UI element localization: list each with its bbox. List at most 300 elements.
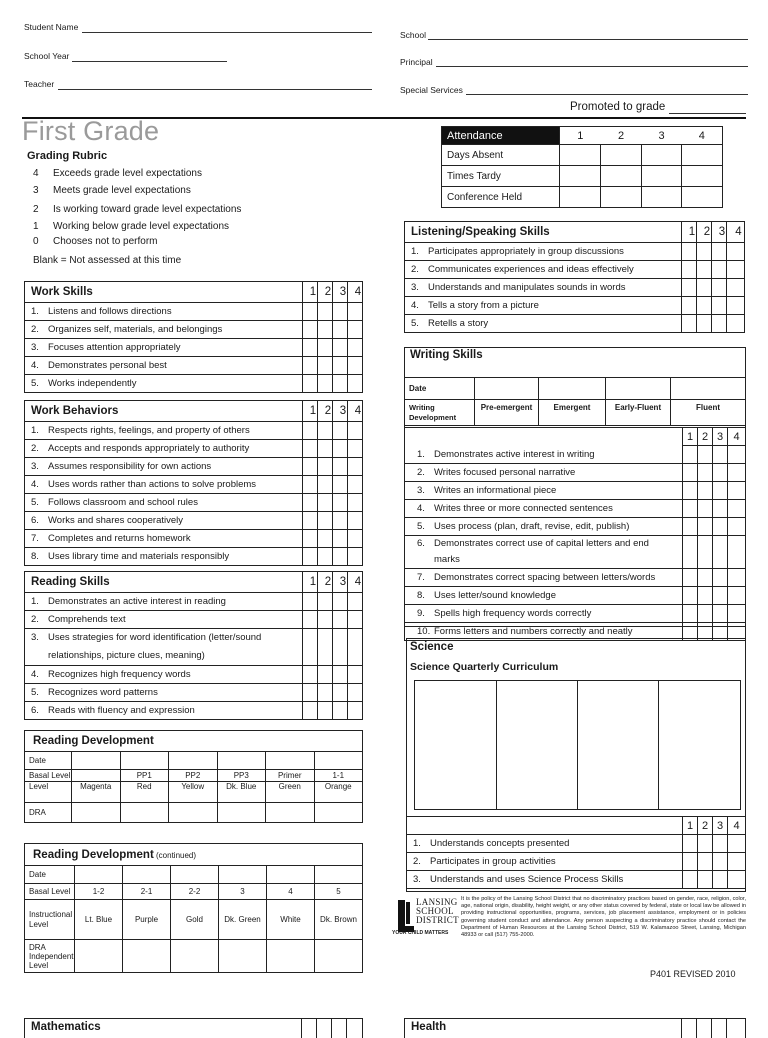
grade-cell[interactable] xyxy=(303,476,318,494)
level-cell: White xyxy=(267,900,315,940)
grade-cell[interactable] xyxy=(348,530,363,548)
grade-cell[interactable] xyxy=(318,440,333,458)
grade-cell[interactable] xyxy=(712,261,727,279)
grade-cell[interactable] xyxy=(713,569,728,587)
table-row: 6. Reads with fluency and expression xyxy=(25,702,363,720)
grade-cell[interactable] xyxy=(698,536,713,569)
district-logo-icon xyxy=(394,898,416,934)
dra-cell[interactable] xyxy=(219,940,267,973)
date-cell[interactable] xyxy=(75,866,123,884)
student-name-label: Student Name xyxy=(24,22,79,32)
date-cell[interactable] xyxy=(315,866,363,884)
grade-cell[interactable] xyxy=(713,464,728,482)
grade-cell[interactable] xyxy=(713,605,728,623)
grade-cell[interactable] xyxy=(698,835,713,853)
grade-cell[interactable] xyxy=(318,494,333,512)
table-row: 6. Works and shares cooperatively xyxy=(25,512,363,530)
grade-cell[interactable] xyxy=(682,243,697,261)
attendance-cell[interactable] xyxy=(560,187,601,208)
grade-cell[interactable] xyxy=(318,548,333,566)
writing-skills-title: Writing Skills xyxy=(410,349,483,361)
grade-cell[interactable] xyxy=(333,684,348,702)
dra-cell[interactable] xyxy=(120,803,169,823)
col-header: 4 xyxy=(728,817,746,835)
level-cell: Purple xyxy=(123,900,171,940)
grade-cell[interactable] xyxy=(303,702,318,720)
grade-cell[interactable] xyxy=(333,494,348,512)
rubric-blank-note: Blank = Not assessed at this time xyxy=(33,255,182,266)
grade-cell[interactable] xyxy=(683,536,698,569)
school-year-field[interactable] xyxy=(72,61,227,62)
grade-cell[interactable] xyxy=(303,666,318,684)
table-row: 3. Focuses attention appropriately xyxy=(25,339,363,357)
grade-cell[interactable] xyxy=(727,243,745,261)
grade-cell[interactable] xyxy=(348,339,363,357)
curriculum-grid xyxy=(414,680,741,810)
grade-cell[interactable] xyxy=(683,605,698,623)
dra-cell[interactable] xyxy=(169,803,218,823)
grade-cell[interactable] xyxy=(318,339,333,357)
col-header: 3 xyxy=(713,428,728,446)
attendance-cell[interactable] xyxy=(601,187,642,208)
table-row: 1. Demonstrates an active interest in reading xyxy=(25,593,363,611)
grade-cell[interactable] xyxy=(348,629,363,666)
attendance-row-label: Conference Held xyxy=(442,187,560,208)
grade-cell[interactable] xyxy=(682,261,697,279)
grade-cell[interactable] xyxy=(333,702,348,720)
grade-cell[interactable] xyxy=(713,446,728,464)
dra-cell[interactable] xyxy=(217,803,266,823)
table-row: 3. Understands and manipulates sounds in words xyxy=(405,279,745,297)
attendance-table xyxy=(441,126,723,208)
basal-cell: PP2 xyxy=(169,770,218,782)
mathematics-title: Mathematics xyxy=(31,1021,101,1033)
reading-development-title: Reading Development xyxy=(25,731,363,752)
grade-cell[interactable] xyxy=(713,536,728,569)
grade-cell[interactable] xyxy=(698,446,713,464)
grade-cell[interactable] xyxy=(712,297,727,315)
attendance-cell[interactable] xyxy=(560,145,601,166)
grade-cell[interactable] xyxy=(697,279,712,297)
grade-cell[interactable] xyxy=(683,446,698,464)
grade-cell[interactable] xyxy=(348,357,363,375)
grade-cell[interactable] xyxy=(348,440,363,458)
grade-cell[interactable] xyxy=(728,871,746,889)
level-cell: Dk. Green xyxy=(219,900,267,940)
grade-cell[interactable] xyxy=(348,593,363,611)
grade-cell[interactable] xyxy=(318,422,333,440)
dra-cell[interactable] xyxy=(75,940,123,973)
level-cell: Red xyxy=(120,782,169,803)
grade-cell[interactable] xyxy=(348,702,363,720)
grade-cell[interactable] xyxy=(727,297,745,315)
col-header: 2 xyxy=(698,428,713,446)
col-header: 1 xyxy=(303,282,318,303)
stage-cell: Fluent xyxy=(671,400,746,426)
grade-cell[interactable] xyxy=(303,357,318,375)
grade-cell[interactable] xyxy=(728,587,746,605)
grade-cell[interactable] xyxy=(683,464,698,482)
grade-cell[interactable] xyxy=(333,422,348,440)
rubric-title: Grading Rubric xyxy=(27,150,108,162)
table-row: 1. Listens and follows directions xyxy=(25,303,363,321)
col-header: 2 xyxy=(318,282,333,303)
promoted-to-grade-label: Promoted to grade xyxy=(570,101,666,113)
rubric-item: 4 Exceeds grade level expectations xyxy=(33,168,202,179)
grade-cell[interactable] xyxy=(348,321,363,339)
grade-cell[interactable] xyxy=(683,569,698,587)
grade-cell[interactable] xyxy=(303,422,318,440)
table-row: 10. Forms letters and numbers correctly and neatly xyxy=(405,623,746,641)
grade-cell[interactable] xyxy=(318,629,333,666)
grade-cell[interactable] xyxy=(318,321,333,339)
stage-cell: Emergent xyxy=(539,400,606,426)
grade-cell[interactable] xyxy=(318,611,333,629)
grade-cell[interactable] xyxy=(333,629,348,666)
teacher-field[interactable] xyxy=(58,89,372,90)
grade-cell[interactable] xyxy=(697,297,712,315)
table-row: 3. Understands and uses Science Process Skills xyxy=(407,871,746,889)
school-field[interactable] xyxy=(428,39,748,40)
table-row: 1. Understands concepts presented xyxy=(407,835,746,853)
grade-cell[interactable] xyxy=(698,500,713,518)
grade-cell[interactable] xyxy=(698,464,713,482)
date-cell[interactable] xyxy=(169,752,218,770)
grade-cell[interactable] xyxy=(682,315,697,333)
date-cell[interactable] xyxy=(267,866,315,884)
grade-cell[interactable] xyxy=(712,279,727,297)
basal-cell: 4 xyxy=(267,884,315,900)
dra-cell[interactable] xyxy=(315,940,363,973)
col-header: 2 xyxy=(698,817,713,835)
work-behaviors-table xyxy=(24,400,363,566)
grade-cell[interactable] xyxy=(727,279,745,297)
grade-cell[interactable] xyxy=(728,464,746,482)
grade-cell[interactable] xyxy=(333,303,348,321)
attendance-cell[interactable] xyxy=(560,166,601,187)
date-cell[interactable] xyxy=(123,866,171,884)
attendance-cell[interactable] xyxy=(682,187,723,208)
policy-statement: It is the policy of the Lansing School District that no discriminatory practices based on gender, race, religion, color, age, national origin, disability, height weight, or any other status covered by federal, state or local law be allowed in providing instructional opportunities, programs, services, job placement assistance, employment or in policies governing student conduct and attendance. Any person suspecting a discriminatory practice should contact the Department of Human Resources at the Lansing School District, 519 W. Kalamazoo Street, Lansing, Michigan 48933 or call (517) 755-2000. xyxy=(461,896,746,939)
work-skills-table xyxy=(24,281,363,393)
grade-cell[interactable] xyxy=(333,530,348,548)
dra-cell[interactable] xyxy=(171,940,219,973)
table-row: 2. Accepts and responds appropriately to authority xyxy=(25,440,363,458)
grade-cell[interactable] xyxy=(333,440,348,458)
grade-cell[interactable] xyxy=(698,482,713,500)
level-cell: Orange xyxy=(314,782,363,803)
reading-development-continued-title: Reading Development (continued) xyxy=(25,844,363,866)
grade-cell[interactable] xyxy=(683,500,698,518)
stage-cell: Pre-emergent xyxy=(475,400,539,426)
grade-cell[interactable] xyxy=(333,357,348,375)
attendance-cell[interactable] xyxy=(601,166,642,187)
grade-cell[interactable] xyxy=(303,321,318,339)
grade-cell[interactable] xyxy=(348,512,363,530)
table-row: 4. Recognizes high frequency words xyxy=(25,666,363,684)
dra-cell[interactable] xyxy=(123,940,171,973)
level-cell: Green xyxy=(266,782,315,803)
grade-cell[interactable] xyxy=(318,303,333,321)
table-row: 4. Uses words rather than actions to solve problems xyxy=(25,476,363,494)
dra-cell[interactable] xyxy=(267,940,315,973)
grade-cell[interactable] xyxy=(698,853,713,871)
basal-cell: 2-2 xyxy=(171,884,219,900)
writing-skills-table xyxy=(404,427,746,641)
dra-label: DRA xyxy=(25,803,72,823)
level-cell: Dk. Brown xyxy=(315,900,363,940)
grade-cell[interactable] xyxy=(713,853,728,871)
attendance-cell[interactable] xyxy=(682,166,723,187)
grade-cell[interactable] xyxy=(728,605,746,623)
grade-cell[interactable] xyxy=(333,611,348,629)
listening-speaking-table xyxy=(404,221,745,333)
level-label: Level xyxy=(25,782,72,803)
grade-cell[interactable] xyxy=(698,569,713,587)
table-row: 5. Works independently xyxy=(25,375,363,393)
grade-cell[interactable] xyxy=(333,548,348,566)
attendance-row-label: Days Absent xyxy=(442,145,560,166)
date-cell[interactable] xyxy=(314,752,363,770)
date-cell[interactable] xyxy=(217,752,266,770)
rubric-item: 0 Chooses not to perform xyxy=(33,236,158,247)
grade-cell[interactable] xyxy=(333,476,348,494)
grade-cell[interactable] xyxy=(683,871,698,889)
grade-cell[interactable] xyxy=(348,684,363,702)
grade-cell[interactable] xyxy=(698,871,713,889)
grade-cell[interactable] xyxy=(318,512,333,530)
col-header: 2 xyxy=(601,127,642,145)
grade-cell[interactable] xyxy=(728,446,746,464)
grade-cell[interactable] xyxy=(303,530,318,548)
grade-cell[interactable] xyxy=(303,494,318,512)
grade-cell[interactable] xyxy=(348,476,363,494)
grade-cell[interactable] xyxy=(683,587,698,605)
date-cell[interactable] xyxy=(539,378,606,400)
attendance-cell[interactable] xyxy=(642,187,682,208)
col-header: 4 xyxy=(728,428,746,446)
col-header: 1 xyxy=(303,572,318,593)
grade-cell[interactable] xyxy=(697,243,712,261)
grade-cell[interactable] xyxy=(318,530,333,548)
stage-cell: Early-Fluent xyxy=(606,400,671,426)
health-table xyxy=(404,1018,746,1038)
table-row: 3. Assumes responsibility for own actions xyxy=(25,458,363,476)
table-row: 6. Demonstrates correct use of capital letters and end marks xyxy=(405,536,746,569)
table-row: 4. Demonstrates personal best xyxy=(25,357,363,375)
date-cell[interactable] xyxy=(219,866,267,884)
col-header: 4 xyxy=(348,401,363,422)
grade-cell[interactable] xyxy=(318,666,333,684)
grade-cell[interactable] xyxy=(713,518,728,536)
grade-cell[interactable] xyxy=(333,458,348,476)
grade-cell[interactable] xyxy=(728,569,746,587)
health-title: Health xyxy=(411,1021,447,1033)
grade-cell[interactable] xyxy=(303,593,318,611)
grade-cell[interactable] xyxy=(303,458,318,476)
basal-cell: Primer xyxy=(266,770,315,782)
basal-cell: 1-1 xyxy=(314,770,363,782)
table-row: 8. Uses letter/sound knowledge xyxy=(405,587,746,605)
grade-cell[interactable] xyxy=(712,315,727,333)
grade-cell[interactable] xyxy=(728,536,746,569)
date-cell[interactable] xyxy=(475,378,539,400)
grade-cell[interactable] xyxy=(697,315,712,333)
col-header: 2 xyxy=(318,572,333,593)
grade-cell[interactable] xyxy=(713,500,728,518)
attendance-cell[interactable] xyxy=(642,145,682,166)
grade-cell[interactable] xyxy=(303,629,318,666)
grade-cell[interactable] xyxy=(333,321,348,339)
basal-cell xyxy=(72,770,121,782)
rubric-item: 3 Meets grade level expectations xyxy=(33,185,191,196)
basal-cell: PP3 xyxy=(217,770,266,782)
special-services-label: Special Services xyxy=(400,85,463,95)
col-header: 4 xyxy=(348,572,363,593)
grade-cell[interactable] xyxy=(318,593,333,611)
rubric-item: 2 Is working toward grade level expectations xyxy=(33,204,242,215)
basal-label: Basal Level xyxy=(25,770,72,782)
col-header: 3 xyxy=(333,282,348,303)
grade-cell[interactable] xyxy=(728,482,746,500)
grade-cell[interactable] xyxy=(348,494,363,512)
grade-cell[interactable] xyxy=(348,548,363,566)
grade-cell[interactable] xyxy=(318,476,333,494)
grade-cell[interactable] xyxy=(333,593,348,611)
grade-cell[interactable] xyxy=(348,611,363,629)
grade-cell[interactable] xyxy=(727,261,745,279)
grade-cell[interactable] xyxy=(333,666,348,684)
writing-development-table xyxy=(404,377,746,426)
col-header: 3 xyxy=(712,222,727,243)
grade-cell[interactable] xyxy=(318,357,333,375)
grade-cell[interactable] xyxy=(728,853,746,871)
dra-cell[interactable] xyxy=(72,803,121,823)
grade-cell[interactable] xyxy=(303,611,318,629)
grade-cell[interactable] xyxy=(713,871,728,889)
basal-label: Basal Level xyxy=(25,884,75,900)
grade-cell[interactable] xyxy=(303,375,318,393)
table-row: 5. Uses process (plan, draft, revise, edit, publish) xyxy=(405,518,746,536)
grade-cell[interactable] xyxy=(348,458,363,476)
basal-cell: 1-2 xyxy=(75,884,123,900)
table-row: 1. Demonstrates active interest in writing xyxy=(405,446,746,464)
grade-cell[interactable] xyxy=(348,422,363,440)
col-header: 4 xyxy=(348,282,363,303)
mathematics-table xyxy=(24,1018,363,1038)
form-code: P401 REVISED 2010 xyxy=(650,969,736,979)
col-header: 4 xyxy=(727,222,745,243)
grade-cell[interactable] xyxy=(682,279,697,297)
grade-cell[interactable] xyxy=(303,548,318,566)
grade-cell[interactable] xyxy=(348,375,363,393)
reading-development-continued-table xyxy=(24,843,363,973)
grade-cell[interactable] xyxy=(698,605,713,623)
grade-cell[interactable] xyxy=(303,512,318,530)
dra-label: DRA Independent Level xyxy=(25,940,75,973)
date-cell[interactable] xyxy=(120,752,169,770)
reading-development-table xyxy=(24,730,363,823)
col-header: 1 xyxy=(683,817,698,835)
district-logo xyxy=(392,896,458,940)
table-row: 2. Organizes self, materials, and belongings xyxy=(25,321,363,339)
grade-cell[interactable] xyxy=(303,440,318,458)
grade-cell[interactable] xyxy=(713,482,728,500)
grade-cell[interactable] xyxy=(697,261,712,279)
grade-cell[interactable] xyxy=(682,297,697,315)
principal-field[interactable] xyxy=(436,66,748,67)
date-cell[interactable] xyxy=(171,866,219,884)
grade-cell[interactable] xyxy=(728,835,746,853)
attendance-cell[interactable] xyxy=(642,166,682,187)
basal-cell: 3 xyxy=(219,884,267,900)
dra-cell[interactable] xyxy=(314,803,363,823)
grade-cell[interactable] xyxy=(348,303,363,321)
grade-cell[interactable] xyxy=(318,684,333,702)
attendance-cell[interactable] xyxy=(601,145,642,166)
grade-cell[interactable] xyxy=(728,500,746,518)
table-row: 4. Tells a story from a picture xyxy=(405,297,745,315)
special-services-field[interactable] xyxy=(466,94,748,95)
col-header: 3 xyxy=(333,572,348,593)
grade-cell[interactable] xyxy=(333,339,348,357)
grade-cell[interactable] xyxy=(683,518,698,536)
grade-cell[interactable] xyxy=(303,684,318,702)
table-row: 2. Participates in group activities xyxy=(407,853,746,871)
grade-cell[interactable] xyxy=(727,315,745,333)
science-curriculum-title: Science Quarterly Curriculum xyxy=(410,661,559,673)
grade-cell[interactable] xyxy=(728,518,746,536)
table-row: 5. Follows classroom and school rules xyxy=(25,494,363,512)
work-skills-title: Work Skills xyxy=(25,282,303,303)
grade-cell[interactable] xyxy=(683,482,698,500)
attendance-cell[interactable] xyxy=(682,145,723,166)
attendance-title: Attendance xyxy=(442,127,560,145)
col-header: 1 xyxy=(682,222,697,243)
grade-cell[interactable] xyxy=(333,512,348,530)
table-row: 1. Participates appropriately in group discussions xyxy=(405,243,745,261)
date-cell[interactable] xyxy=(671,378,746,400)
table-row: 3. Uses strategies for word identification (letter/sound relationships, picture clues, meaning) xyxy=(25,629,363,666)
grade-cell[interactable] xyxy=(713,587,728,605)
date-cell[interactable] xyxy=(266,752,315,770)
date-cell[interactable] xyxy=(72,752,121,770)
grade-cell[interactable] xyxy=(303,339,318,357)
science-title: Science xyxy=(410,641,454,653)
promoted-to-grade-field[interactable] xyxy=(669,113,746,114)
dra-cell[interactable] xyxy=(266,803,315,823)
grade-cell[interactable] xyxy=(333,375,348,393)
grade-cell[interactable] xyxy=(303,303,318,321)
grade-cell[interactable] xyxy=(348,666,363,684)
basal-cell: 2-1 xyxy=(123,884,171,900)
grade-cell[interactable] xyxy=(318,702,333,720)
student-name-field[interactable] xyxy=(82,32,372,33)
grade-cell[interactable] xyxy=(318,458,333,476)
table-row: 9. Spells high frequency words correctly xyxy=(405,605,746,623)
col-header: 1 xyxy=(560,127,601,145)
table-row: 2. Communicates experiences and ideas effectively xyxy=(405,261,745,279)
grade-cell[interactable] xyxy=(683,835,698,853)
col-header: 3 xyxy=(642,127,682,145)
grade-cell[interactable] xyxy=(713,835,728,853)
date-cell[interactable] xyxy=(606,378,671,400)
grade-cell[interactable] xyxy=(698,587,713,605)
grade-cell[interactable] xyxy=(698,518,713,536)
grade-cell[interactable] xyxy=(318,375,333,393)
grade-cell[interactable] xyxy=(683,853,698,871)
grade-cell[interactable] xyxy=(712,243,727,261)
